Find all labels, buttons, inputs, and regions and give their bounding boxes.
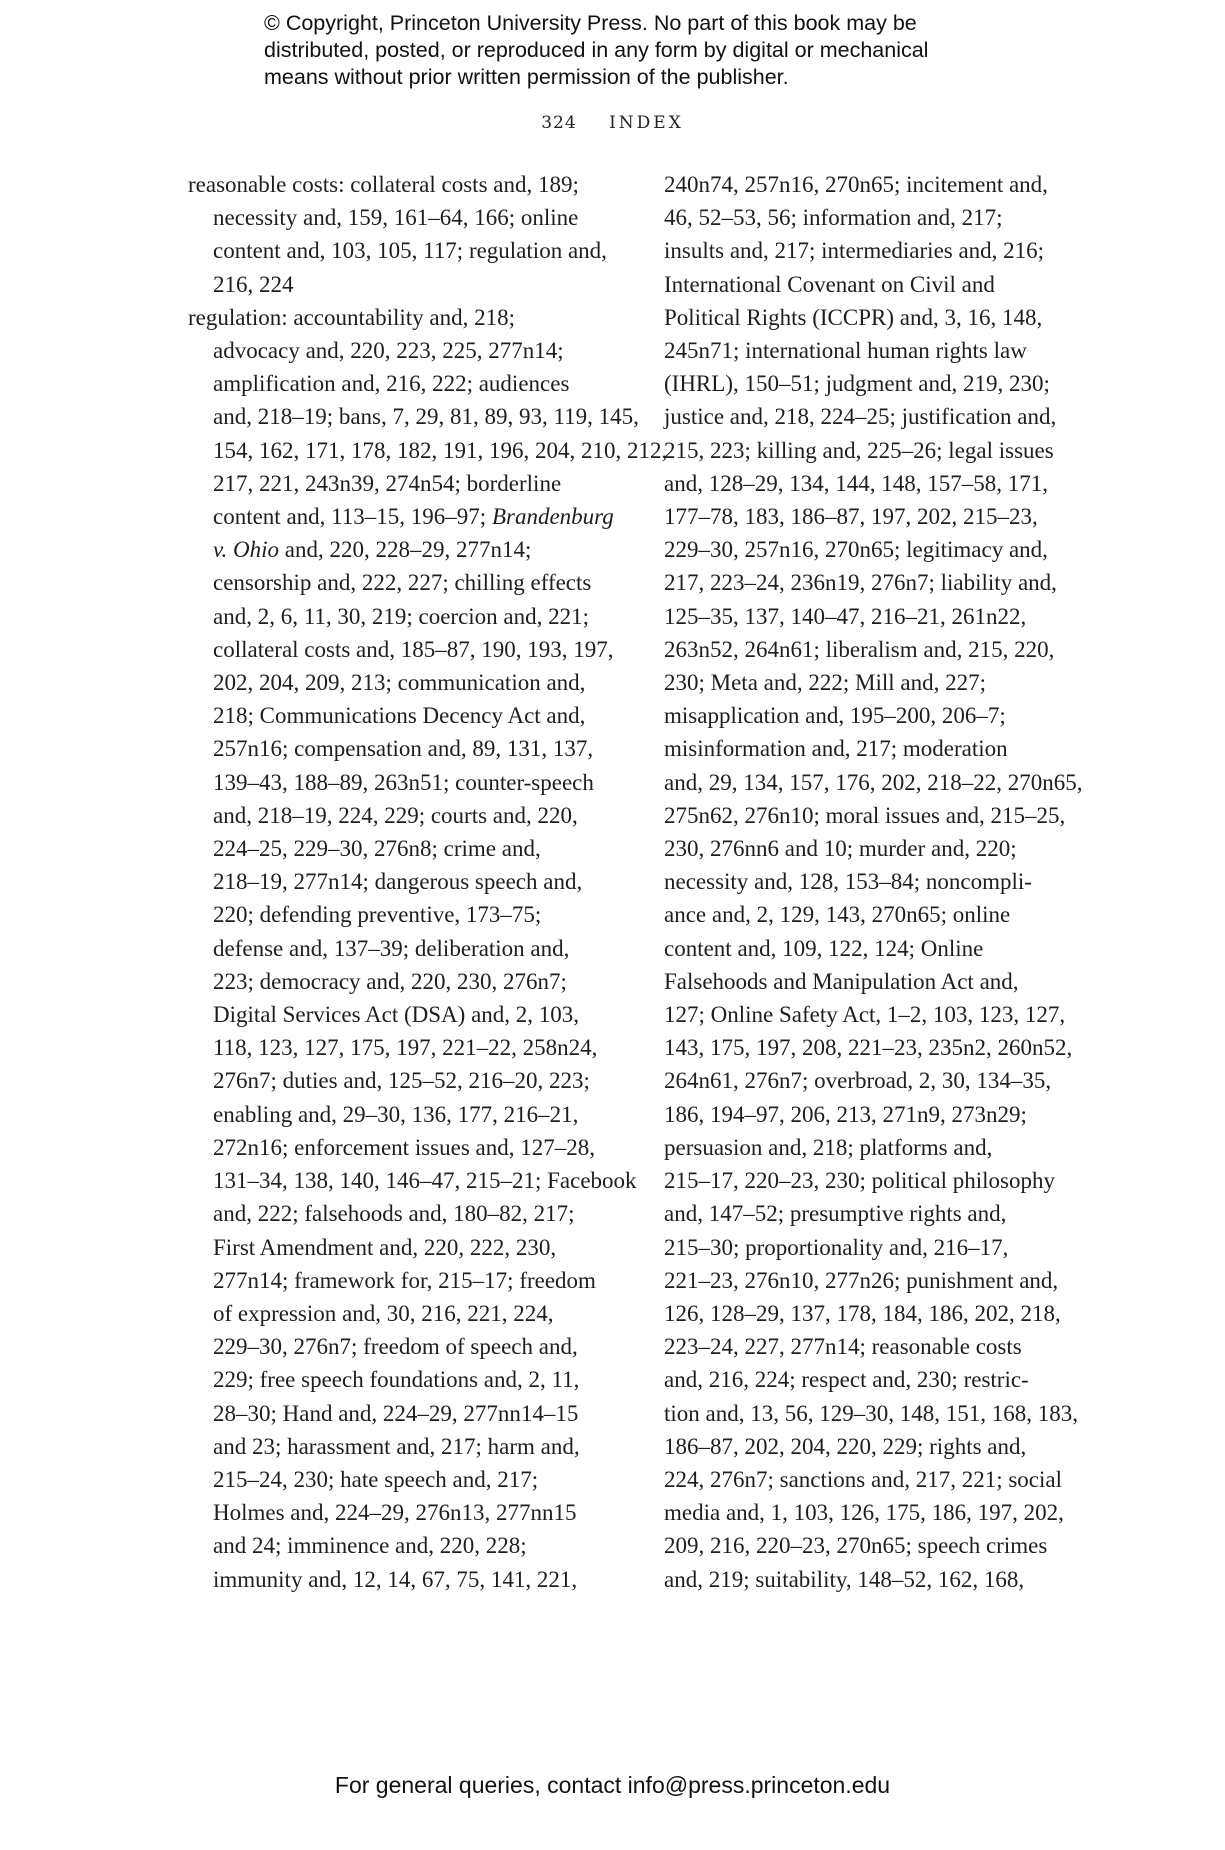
- index-line: and, 222; falsehoods and, 180–82, 217;: [213, 1201, 575, 1227]
- index-line: amplification and, 216, 222; audiences: [213, 371, 570, 397]
- index-line: Digital Services Act (DSA) and, 2, 103,: [213, 1002, 580, 1028]
- index-line: [188, 533, 608, 566]
- copyright-notice: [264, 10, 1024, 91]
- index-line: necessity and, 128, 153–84; noncompli-: [664, 869, 1032, 895]
- index-line: 224, 276n7; sanctions and, 217, 221; social: [664, 1466, 1062, 1492]
- index-line: and, 219; suitability, 148–52, 162, 168,: [664, 1566, 1025, 1592]
- index-line: justice and, 218, 224–25; justification and,: [664, 404, 1057, 430]
- index-line: enabling and, 29–30, 136, 177, 216–21,: [213, 1101, 579, 1127]
- index-line: 215–17, 220–23, 230; political philosophy: [664, 1168, 1055, 1194]
- index-line: immunity and, 12, 14, 67, 75, 141, 221,: [213, 1566, 578, 1592]
- section-title: INDEX: [609, 113, 684, 133]
- index-line: persuasion and, 218; platforms and,: [664, 1134, 993, 1160]
- index-line: collateral costs and, 185–87, 190, 193, 197,: [213, 636, 614, 662]
- index-line: 229–30, 276n7; freedom of speech and,: [213, 1334, 578, 1360]
- index-line-italic: v. Ohio: [213, 537, 280, 563]
- index-line: 275n62, 276n10; moral issues and, 215–25,: [664, 802, 1066, 828]
- copyright-line: © Copyright, Princeton University Press. No part of this book may be: [264, 11, 917, 35]
- index-line: content and, 103, 105, 117; regulation and,: [213, 238, 607, 264]
- index-line: 28–30; Hand and, 224–29, 277nn14–15: [213, 1400, 579, 1426]
- index-line: ance and, 2, 129, 143, 270n65; online: [664, 902, 1011, 928]
- index-line: and 24; imminence and, 220, 228;: [213, 1533, 527, 1559]
- index-line: 223; democracy and, 220, 230, 276n7;: [213, 968, 567, 994]
- index-line: 257n16; compensation and, 89, 131, 137,: [213, 736, 594, 762]
- index-line: 272n16; enforcement issues and, 127–28,: [213, 1134, 595, 1160]
- index-line: 202, 204, 209, 213; communication and,: [213, 670, 586, 696]
- index-line: 177–78, 183, 186–87, 197, 202, 215–23,: [664, 504, 1038, 530]
- index-line: 230, 276nn6 and 10; murder and, 220;: [664, 836, 1017, 862]
- index-line: and, 2, 6, 11, 30, 219; coercion and, 221;: [213, 603, 590, 629]
- index-line: Political Rights (ICCPR) and, 3, 16, 148,: [664, 304, 1043, 330]
- index-line: reasonable costs: collateral costs and, 189;: [188, 172, 579, 197]
- index-line: and, 218–19; bans, 7, 29, 81, 89, 93, 119, 145,: [213, 404, 639, 430]
- index-line: content and, 109, 122, 124; Online: [664, 935, 984, 961]
- index-line: and, 216, 224; respect and, 230; restric-: [664, 1367, 1029, 1393]
- index-line: 46, 52–53, 56; information and, 217;: [664, 205, 1003, 231]
- index-line: Falsehoods and Manipulation Act and,: [664, 968, 1019, 994]
- index-line: 229–30, 257n16, 270n65; legitimacy and,: [664, 537, 1048, 563]
- index-line: 245n71; international human rights law: [664, 338, 1027, 364]
- index-line: 230; Meta and, 222; Mill and, 227;: [664, 670, 986, 696]
- index-line: misinformation and, 217; moderation: [664, 736, 1008, 762]
- index-line: misapplication and, 195–200, 206–7;: [664, 703, 1006, 729]
- index-line: 221–23, 276n10, 277n26; punishment and,: [664, 1267, 1059, 1293]
- index-line: 127; Online Safety Act, 1–2, 103, 123, 127,: [664, 1002, 1066, 1028]
- index-line: 216, 224: [213, 271, 294, 297]
- index-line: Holmes and, 224–29, 276n13, 277nn15: [213, 1500, 577, 1526]
- index-line: 224–25, 229–30, 276n8; crime and,: [213, 836, 541, 862]
- index-line: and 23; harassment and, 217; harm and,: [213, 1433, 580, 1459]
- index-line: 276n7; duties and, 125–52, 216–20, 223;: [213, 1068, 590, 1094]
- index-line: and, 128–29, 134, 144, 148, 157–58, 171,: [664, 470, 1048, 496]
- index-line: advocacy and, 220, 223, 225, 277n14;: [213, 338, 564, 364]
- index-line: and, 147–52; presumptive rights and,: [664, 1201, 1007, 1227]
- index-column-left: [188, 168, 668, 1596]
- index-line: 223–24, 227, 277n14; reasonable costs: [664, 1334, 1022, 1360]
- index-line: 186–87, 202, 204, 220, 229; rights and,: [664, 1433, 1027, 1459]
- index-line: regulation: accountability and, 218;: [188, 304, 516, 330]
- index-line: First Amendment and, 220, 222, 230,: [213, 1234, 557, 1260]
- page-number: 324: [541, 113, 577, 133]
- index-line: 215–24, 230; hate speech and, 217;: [213, 1466, 539, 1492]
- index-line: 118, 123, 127, 175, 197, 221–22, 258n24,: [213, 1035, 598, 1061]
- index-line: International Covenant on Civil and: [664, 271, 995, 297]
- index-line: 215, 223; killing and, 225–26; legal issues: [664, 437, 1054, 463]
- index-line: 139–43, 188–89, 263n51; counter-speech: [213, 769, 594, 795]
- index-line: 131–34, 138, 140, 146–47, 215–21; Facebook: [213, 1168, 637, 1194]
- index-line-italic: Brandenburg: [491, 504, 614, 530]
- copyright-line: means without prior written permission of the publisher.: [264, 65, 789, 89]
- index-line: 125–35, 137, 140–47, 216–21, 261n22,: [664, 603, 1027, 629]
- index-line: 218; Communications Decency Act and,: [213, 703, 586, 729]
- index-line: media and, 1, 103, 126, 175, 186, 197, 202,: [664, 1500, 1064, 1526]
- index-line: 215–30; proportionality and, 216–17,: [664, 1234, 1009, 1260]
- index-line: 217, 223–24, 236n19, 276n7; liability and,: [664, 570, 1057, 596]
- index-line: 154, 162, 171, 178, 182, 191, 196, 204, 210, 212,: [213, 437, 668, 463]
- index-line: defense and, 137–39; deliberation and,: [213, 935, 570, 961]
- index-line: and, 218–19, 224, 229; courts and, 220,: [213, 802, 578, 828]
- index-line-text: content and, 113–15, 196–97;: [213, 504, 492, 530]
- index-line: 263n52, 264n61; liberalism and, 215, 220,: [664, 636, 1055, 662]
- running-head: [0, 113, 1225, 133]
- footer-contact: For general queries, contact info@press.princeton.edu: [334, 1772, 891, 1798]
- index-line: 220; defending preventive, 173–75;: [213, 902, 542, 928]
- index-line: 264n61, 276n7; overbroad, 2, 30, 134–35,: [664, 1068, 1052, 1094]
- index-line: (IHRL), 150–51; judgment and, 219, 230;: [664, 371, 1050, 397]
- index-line: 186, 194–97, 206, 213, 271n9, 273n29;: [664, 1101, 1027, 1127]
- index-line: 229; free speech foundations and, 2, 11,: [213, 1367, 580, 1393]
- index-line: 277n14; framework for, 215–17; freedom: [213, 1267, 596, 1293]
- index-line: of expression and, 30, 216, 221, 224,: [213, 1300, 554, 1326]
- index-line: 126, 128–29, 137, 178, 184, 186, 202, 218,: [664, 1300, 1061, 1326]
- index-line: censorship and, 222, 227; chilling effects: [213, 570, 592, 596]
- index-line: 143, 175, 197, 208, 221–23, 235n2, 260n52,: [664, 1035, 1073, 1061]
- copyright-line: distributed, posted, or reproduced in any form by digital or mechanical: [264, 38, 929, 62]
- index-line: 218–19, 277n14; dangerous speech and,: [213, 869, 583, 895]
- index-line: 217, 221, 243n39, 274n54; borderline: [213, 470, 562, 496]
- index-line: [188, 500, 614, 533]
- index-column-right: [664, 168, 1083, 1596]
- index-line: 209, 216, 220–23, 270n65; speech crimes: [664, 1533, 1048, 1559]
- index-line: 240n74, 257n16, 270n65; incitement and,: [664, 172, 1048, 197]
- index-line: tion and, 13, 56, 129–30, 148, 151, 168, 183,: [664, 1400, 1078, 1426]
- index-line-text: and, 220, 228–29, 277n14;: [279, 537, 532, 563]
- index-line: necessity and, 159, 161–64, 166; online: [213, 205, 579, 231]
- index-line: and, 29, 134, 157, 176, 202, 218–22, 270n65,: [664, 769, 1083, 795]
- index-line: insults and, 217; intermediaries and, 216;: [664, 238, 1045, 264]
